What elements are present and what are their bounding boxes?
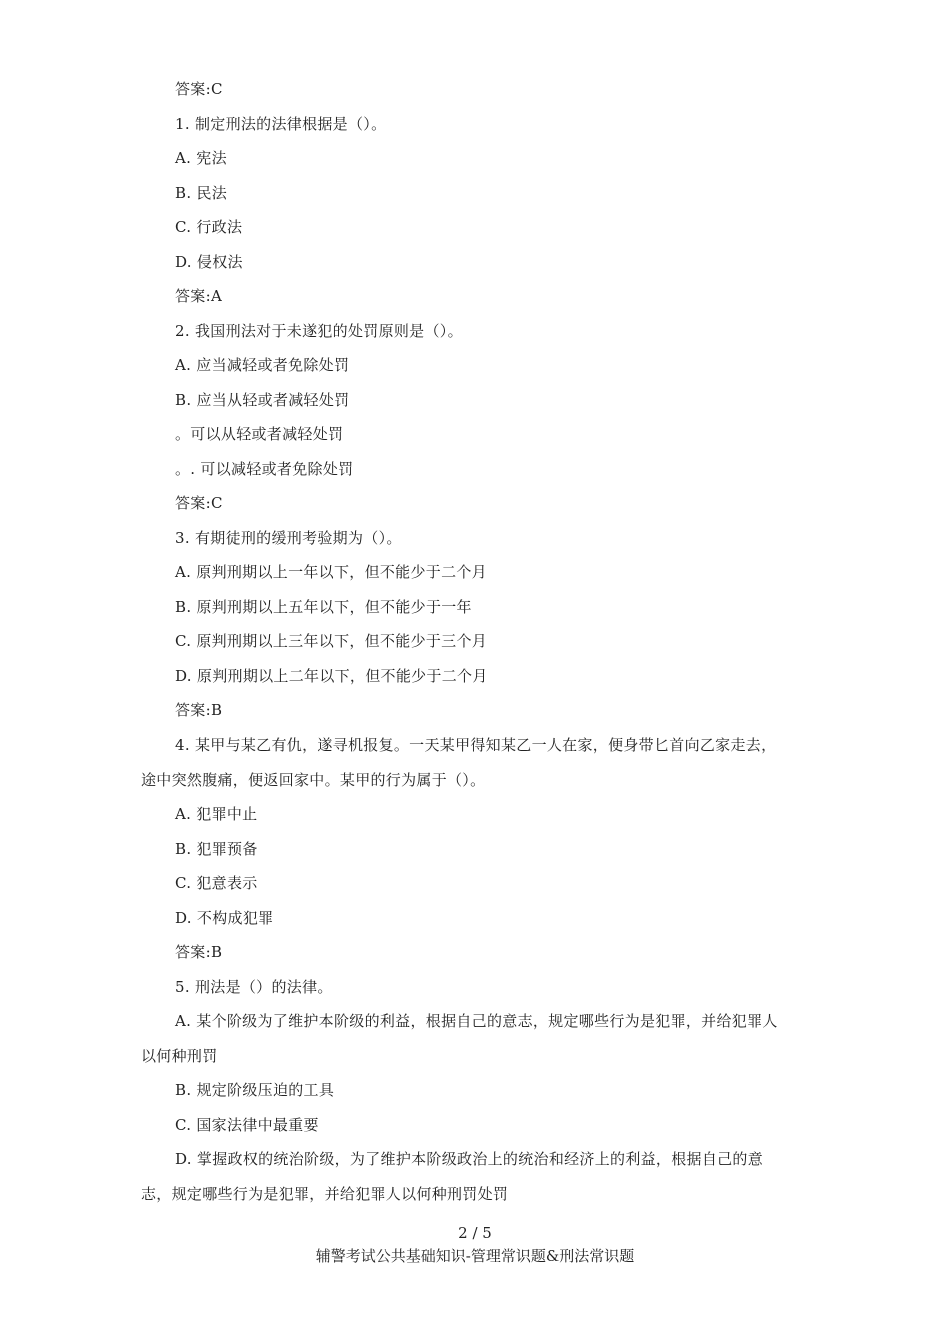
option-line: B. 犯罪预备 xyxy=(175,840,258,858)
option-line: A. 犯罪中止 xyxy=(175,805,258,823)
page-number: 2 / 5 xyxy=(458,1224,492,1242)
question-3: 3. 有期徒刑的缓刑考验期为（）。 xyxy=(175,529,402,547)
option-line: A. 某个阶级为了维护本阶级的利益，根据自己的意志，规定哪些行为是犯罪，并给犯罪人 xyxy=(175,1012,778,1030)
option-line: D. 原判刑期以上二年以下，但不能少于二个月 xyxy=(175,667,488,685)
question-4-continued: 途中突然腹痛，便返回家中。某甲的行为属于（）。 xyxy=(141,771,486,789)
option-line: C. 原判刑期以上三年以下，但不能少于三个月 xyxy=(175,632,488,650)
option-line-continued: 以何种刑罚 xyxy=(141,1047,218,1065)
option-line: C. 国家法律中最重要 xyxy=(175,1116,319,1134)
option-line: 。. 可以减轻或者免除处罚 xyxy=(175,460,354,478)
answer-line: 答案:A xyxy=(175,287,223,305)
option-line: B. 原判刑期以上五年以下，但不能少于一年 xyxy=(175,598,472,616)
option-line: C. 犯意表示 xyxy=(175,874,258,892)
option-line: A. 应当减轻或者免除处罚 xyxy=(175,356,350,374)
option-line: 。可以从轻或者减轻处罚 xyxy=(175,425,344,443)
option-line: D. 不构成犯罪 xyxy=(175,909,274,927)
question-2: 2. 我国刑法对于未遂犯的处罚原则是（）。 xyxy=(175,322,463,340)
answer-line: 答案:B xyxy=(175,701,223,719)
answer-line: 答案:C xyxy=(175,80,223,98)
option-line: B. 规定阶级压迫的工具 xyxy=(175,1081,335,1099)
option-line: A. 原判刑期以上一年以下，但不能少于二个月 xyxy=(175,563,487,581)
option-line: D. 掌握政权的统治阶级，为了维护本阶级政治上的统治和经济上的利益，根据自己的意 xyxy=(175,1150,764,1168)
option-line: C. 行政法 xyxy=(175,218,243,236)
option-line: A. 宪法 xyxy=(175,149,227,167)
question-1: 1. 制定刑法的法律根据是（）。 xyxy=(175,115,387,133)
answer-line: 答案:B xyxy=(175,943,223,961)
option-line: B. 民法 xyxy=(175,184,228,202)
answer-line: 答案:C xyxy=(175,494,223,512)
question-4: 4. 某甲与某乙有仇，遂寻机报复。一天某甲得知某乙一人在家，便身带匕首向乙家走去， xyxy=(175,736,777,754)
option-line-continued: 志，规定哪些行为是犯罪，并给犯罪人以何种刑罚处罚 xyxy=(141,1185,509,1203)
option-line: D. 侵权法 xyxy=(175,253,243,271)
option-line: B. 应当从轻或者减轻处罚 xyxy=(175,391,350,409)
footer-title: 辅警考试公共基础知识-管理常识题&刑法常识题 xyxy=(315,1247,635,1265)
question-5: 5. 刑法是（）的法律。 xyxy=(175,978,333,996)
